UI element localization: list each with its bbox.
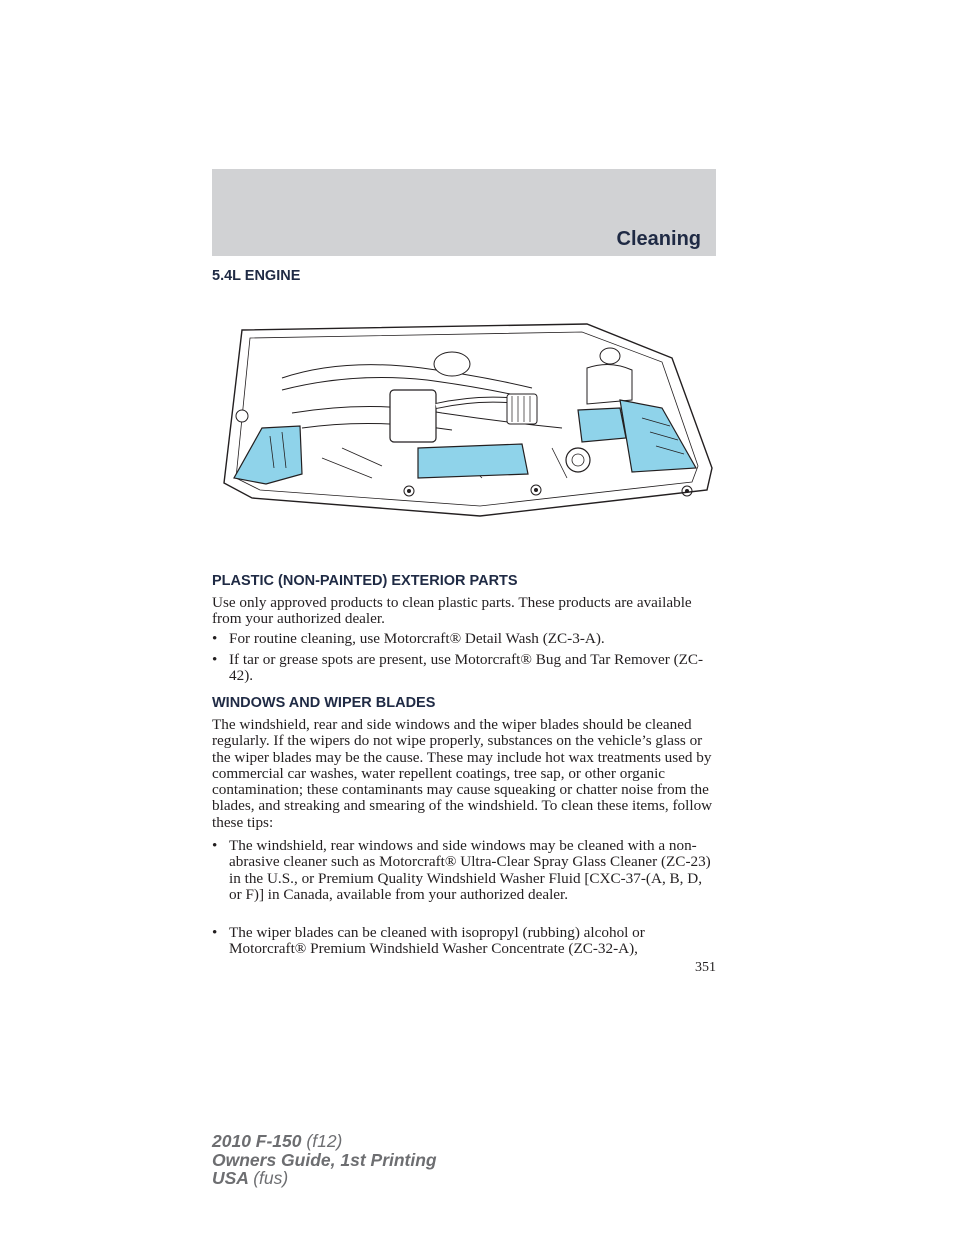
- bullet-glyph: •: [212, 651, 218, 668]
- list-item: [212, 925, 717, 958]
- section-header-band: [212, 169, 716, 256]
- footer-line-1: 2010 F-150 (f12): [212, 1131, 343, 1151]
- list-item: [212, 838, 717, 903]
- footer-line-3: USA (fus): [212, 1168, 289, 1188]
- windows-heading: WINDOWS AND WIPER BLADES: [212, 695, 436, 711]
- list-item: [212, 652, 717, 685]
- bullet-text: The windshield, rear windows and side windows may be cleaned with a non-abrasive cleaner such as Motorcraft® Ultra-Clear Spray Glass Cleaner (ZC-23) in the U.S., or Premium Quality Windshield Washer Fluid [CXC-37-(A, B, D, or F)] in Canada, available from your authorized dealer.: [229, 837, 711, 903]
- bullet-glyph: •: [212, 837, 218, 854]
- bullet-text: If tar or grease spots are present, use Motorcraft® Bug and Tar Remover (ZC-42).: [229, 651, 704, 685]
- plastic-parts-intro: Use only approved products to clean plastic parts. These products are available from your authorized dealer.: [212, 594, 692, 628]
- engine-heading: 5.4L ENGINE: [212, 268, 301, 284]
- footer: [212, 1132, 437, 1188]
- windows-intro: The windshield, rear and side windows and the wiper blades should be cleaned regularly. If the wipers do not wipe properly, substances on the vehicle’s glass or the wiper blades may be the cause. These may include hot wax treatments used by commercial car washes, water repellent coatings, tree sap, or other organic contamination; these contaminants may cause squeaking or chatter noise from the blades, and streaking and smearing of the windshield. To clean these items, follow these tips:: [212, 716, 713, 831]
- bullet-text: The wiper blades can be cleaned with isopropyl (rubbing) alcohol or Motorcraft® Premium Windshield Washer Concentrate (ZC-32-A),: [229, 924, 645, 958]
- section-title: Cleaning: [616, 228, 701, 250]
- bullet-text: For routine cleaning, use Motorcraft® Detail Wash (ZC-3-A).: [229, 630, 605, 647]
- plastic-parts-heading: PLASTIC (NON-PAINTED) EXTERIOR PARTS: [212, 573, 518, 589]
- engine-compartment-illustration: [222, 318, 716, 522]
- bullet-glyph: •: [212, 630, 218, 647]
- list-item: [212, 631, 717, 647]
- footer-line-2: Owners Guide, 1st Printing: [212, 1149, 437, 1170]
- bullet-glyph: •: [212, 924, 218, 941]
- page-number: 351: [695, 960, 716, 975]
